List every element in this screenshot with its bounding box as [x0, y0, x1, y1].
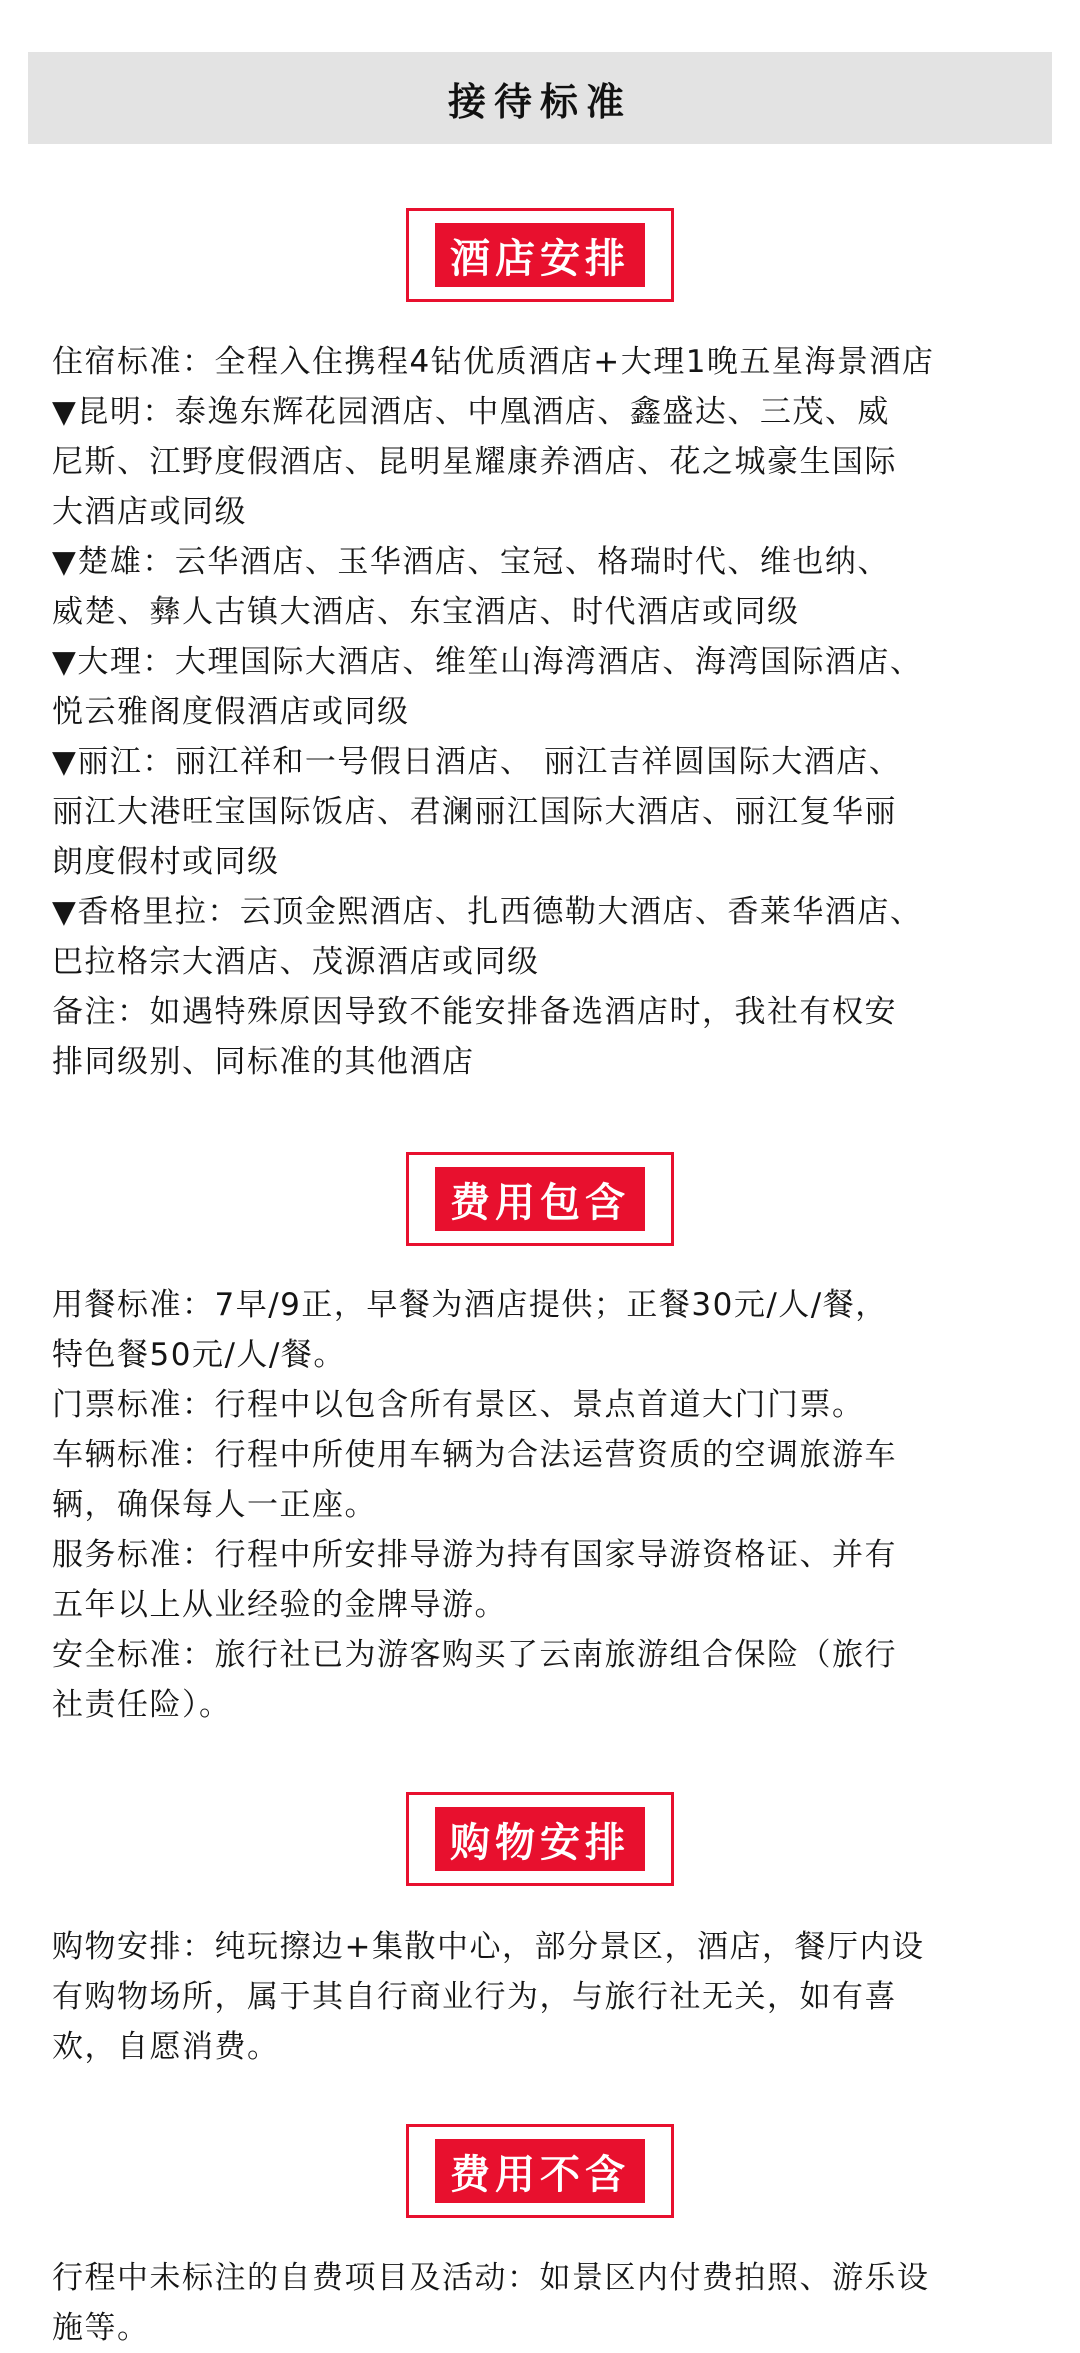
text-line: 行程中未标注的自费项目及活动：如景区内付费拍照、游乐设: [52, 2260, 930, 2296]
text-line: ▼香格里拉：云顶金熙酒店、扎西德勒大酒店、香莱华酒店、: [52, 894, 923, 930]
text-line: 巴拉格宗大酒店、茂源酒店或同级: [52, 944, 540, 980]
text-line: 欢，自愿消费。: [52, 2029, 280, 2065]
text-line: 车辆标准：行程中所使用车辆为合法运营资质的空调旅游车: [52, 1437, 897, 1473]
section-body-included: [52, 1280, 1042, 1730]
text-line: 排同级别、同标准的其他酒店: [52, 1044, 475, 1080]
text-line: 五年以上从业经验的金牌导游。: [52, 1587, 507, 1623]
text-line: 威楚、彝人古镇大酒店、东宝酒店、时代酒店或同级: [52, 594, 800, 630]
section-badge-label: 费用包含: [435, 1167, 645, 1231]
text-line: 大酒店或同级: [52, 494, 247, 530]
section-badge-hotel: [406, 208, 674, 302]
text-line: ▼大理：大理国际大酒店、维笙山海湾酒店、海湾国际酒店、: [52, 644, 923, 680]
text-line: 服务标准：行程中所安排导游为持有国家导游资格证、并有: [52, 1537, 897, 1573]
text-line: 住宿标准：全程入住携程4钻优质酒店+大理1晚五星海景酒店: [52, 344, 935, 380]
page-title: 接待标准: [447, 79, 632, 124]
section-badge-label: 酒店安排: [435, 223, 645, 287]
section-badge-label: 费用不含: [435, 2139, 645, 2203]
text-line: 特色餐50元/人/餐。: [52, 1337, 346, 1373]
text-line: 用餐标准：7早/9正，早餐为酒店提供；正餐30元/人/餐，: [52, 1287, 888, 1323]
text-line: ▼昆明：泰逸东辉花园酒店、中凰酒店、鑫盛达、三茂、威: [52, 394, 890, 430]
text-line: ▼楚雄：云华酒店、玉华酒店、宝冠、格瑞时代、维也纳、: [52, 544, 890, 580]
text-line: 有购物场所，属于其自行商业行为，与旅行社无关，如有喜: [52, 1979, 897, 2015]
text-line: 社责任险）。: [52, 1687, 232, 1723]
text-line: 安全标准：旅行社已为游客购买了云南旅游组合保险（旅行: [52, 1637, 897, 1673]
section-badge-included: [406, 1152, 674, 1246]
section-body-excluded: [52, 2253, 1042, 2353]
text-line: ▼丽江：丽江祥和一号假日酒店、 丽江吉祥圆国际大酒店、: [52, 744, 902, 780]
text-line: 丽江大港旺宝国际饭店、君澜丽江国际大酒店、丽江复华丽: [52, 794, 897, 830]
text-line: 备注：如遇特殊原因导致不能安排备选酒店时，我社有权安: [52, 994, 897, 1030]
text-line: 门票标准：行程中以包含所有景区、景点首道大门门票。: [52, 1387, 865, 1423]
text-line: 购物安排：纯玩擦边+集散中心，部分景区，酒店，餐厅内设: [52, 1929, 925, 1965]
section-badge-shopping: [406, 1792, 674, 1886]
text-line: 尼斯、江野度假酒店、昆明星耀康养酒店、花之城豪生国际: [52, 444, 897, 480]
text-line: 朗度假村或同级: [52, 844, 280, 880]
text-line: 施等。: [52, 2310, 150, 2346]
section-body-shopping: [52, 1922, 1042, 2072]
text-line: 悦云雅阁度假酒店或同级: [52, 694, 410, 730]
header-bar: [28, 52, 1052, 144]
section-badge-excluded: [406, 2124, 674, 2218]
section-body-hotel: [52, 337, 1042, 1087]
section-badge-label: 购物安排: [435, 1807, 645, 1871]
text-line: 辆，确保每人一正座。: [52, 1487, 377, 1523]
